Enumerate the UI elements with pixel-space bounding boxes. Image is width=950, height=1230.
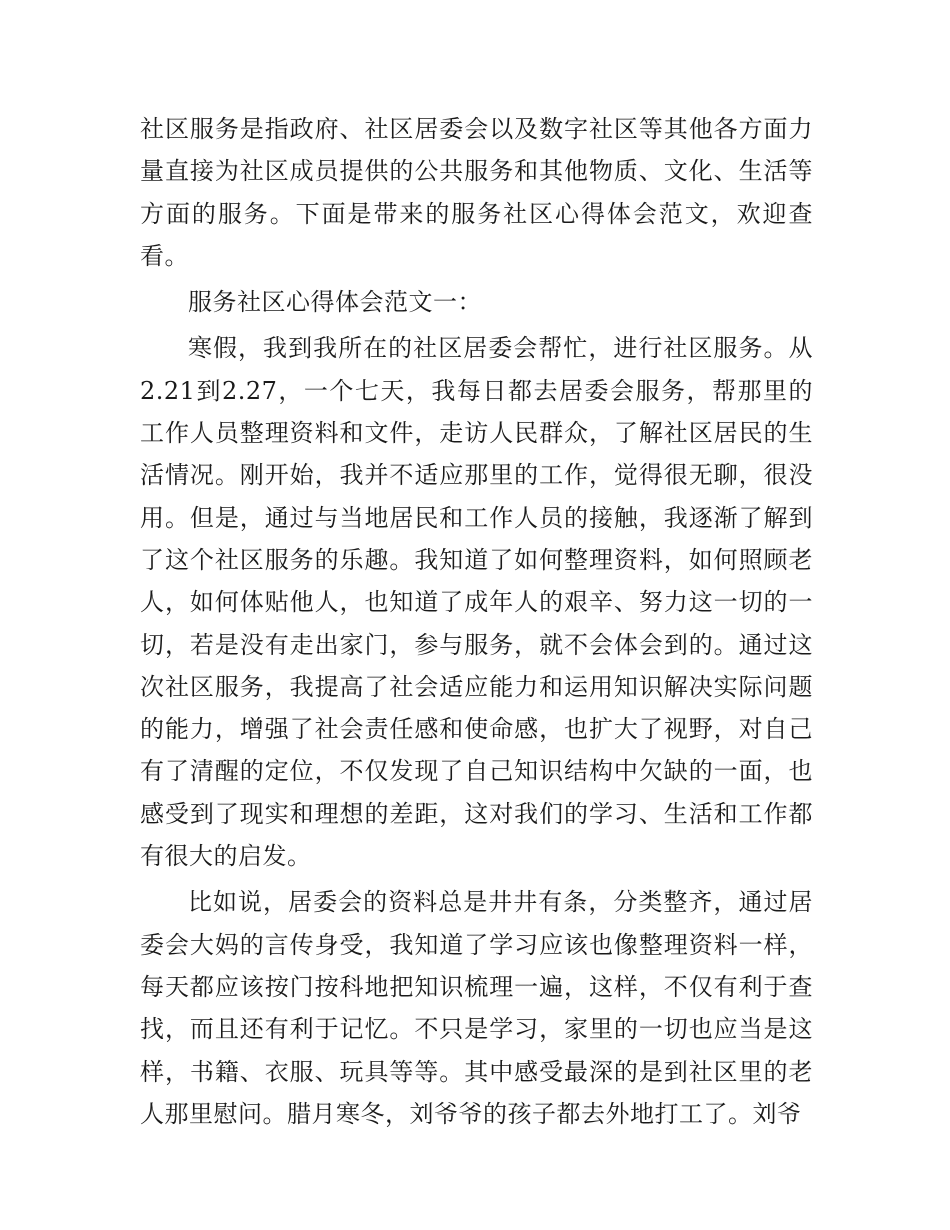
body-paragraph-2: 比如说，居委会的资料总是井井有条，分类整齐，通过居委会大妈的言传身受，我知道了学习应该也像整理资料一样，每天都应该按门按科地把知识梳理一遍，这样，不仅有利于查找，而且还有利于记忆。不只是学习，家里的一切也应当是这样，书籍、衣服、玩具等等。其中感受最深的是到社区里的老人那里慰问。腊月寒冬，刘爷爷的孩子都去外地打工了。刘爷 [140, 888, 813, 1128]
section-heading: 服务社区心得体会范文一： [188, 288, 482, 317]
document-page [140, 108, 813, 1139]
body-paragraph-1: 寒假，我到我所在的社区居委会帮忙，进行社区服务。从2.21到2.27，一个七天，我每日都去居委会服务，帮那里的工作人员整理资料和文件，走访人民群众，了解社区居民的生活情况。刚开始，我并不适应那里的工作，觉得很无聊，很没用。但是，通过与当地居民和工作人员的接触，我逐渐了解到了这个社区服务的乐趣。我知道了如何整理资料，如何照顾老人，如何体贴他人，也知道了成年人的艰辛、努力这一切的一切，若是没有走出家门，参与服务，就不会体会到的。通过这次社区服务，我提高了社会适应能力和运用知识解决实际问题的能力，增强了社会责任感和使命感，也扩大了视野，对自己有了清醒的定位，不仅发现了自己知识结构中欠缺的一面，也感受到了现实和理想的差距，这对我们的学习、生活和工作都有很大的启发。 [140, 334, 813, 871]
intro-paragraph: 社区服务是指政府、社区居委会以及数字社区等其他各方面力量直接为社区成员提供的公共服务和其他物质、文化、生活等方面的服务。下面是带来的服务社区心得体会范文，欢迎查看。 [140, 115, 813, 270]
